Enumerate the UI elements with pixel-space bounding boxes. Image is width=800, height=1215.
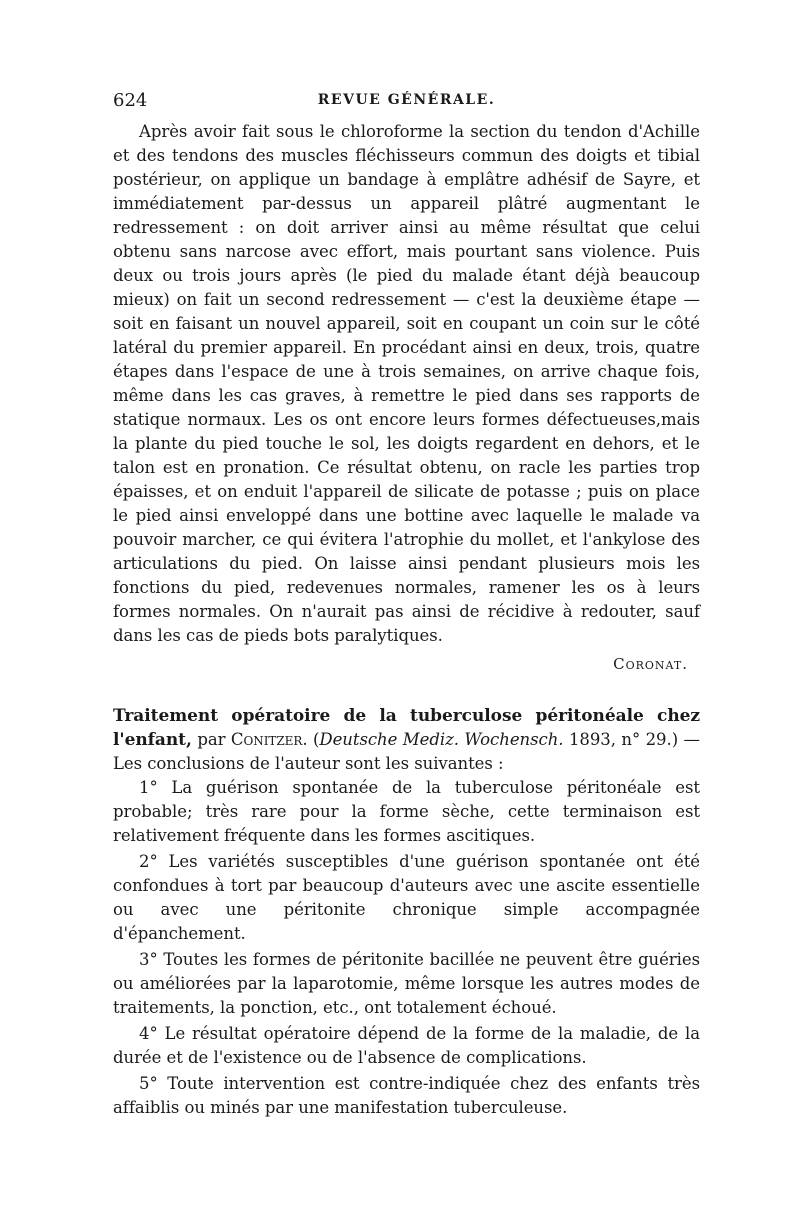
article-author: Conitzer. [230, 730, 308, 749]
article-title: Traitement opératoire de la tuberculose péritonéale chez l'enfant, [113, 706, 700, 750]
page [113, 90, 700, 1122]
conclusion-item: 5° Toute intervention est contre-indiquée chez des enfants très affaiblis ou minés par une manifestation tuberculeuse. [113, 1074, 700, 1117]
section-gap [113, 676, 700, 704]
journal-name: Deutsche Mediz. Wochensch. [319, 730, 564, 749]
conclusion-item: 2° Les variétés susceptibles d'une guérison spontanée ont été confondues à tort par beaucoup d'auteurs avec une ascite essentielle ou avec une péritonite chronique simple accompagnée d'épanchement. [113, 852, 700, 943]
conclusion-item: 1° La guérison spontanée de la tuberculose péritonéale est probable; très rare pour la forme sèche, cette terminaison est relativement fréquente dans les formes ascitiques. [113, 778, 700, 845]
running-title: REVUE GÉNÉRALE. [317, 92, 496, 108]
by-word: par [197, 730, 226, 749]
running-head [113, 90, 700, 120]
citation-rest: 1893, n° 29.) — Les conclusions de l'auteur sont les suivantes : [113, 730, 700, 773]
citation-open: ( [313, 730, 320, 749]
conclusion-item: 3° Toutes les formes de péritonite bacillée ne peuvent être guéries ou améliorées par la laparotomie, même lorsque les autres modes de traitements, la ponction, etc., ont totalement échoué. [113, 950, 700, 1017]
article-heading [113, 704, 700, 776]
body-paragraph: Après avoir fait sous le chloroforme la section du tendon d'Achille et des tendons des muscles fléchisseurs commun des doigts et tibial postérieur, on applique un bandage à emplâtre adhésif de Sayre, et immédiatement par-dessus un appareil plâtré augmentant le redressement : on doit arriver ainsi au même résultat que celui obtenu sans narcose avec effort, mais pourtant sans violence. Puis deux ou trois jours après (le pied du malade étant déjà beaucoup mieux) on fait un second redressement — c'est la deuxième étape — soit en faisant un nouvel appareil, soit en coupant un coin sur le côté latéral du premier appareil. En procédant ainsi en deux, trois, quatre étapes dans l'espace de une à trois semaines, on arrive chaque fois, même dans les cas graves, à remettre le pied dans ses rapports de statique normaux. Les os ont encore leurs formes défectueuses,mais la plante du pied touche le sol, les doigts regardent en dehors, et le talon est en pronation. Ce résultat obtenu, on racle les parties trop épaisses, et on enduit l'appareil de silicate de potasse ; puis on place le pied ainsi enveloppé dans une bottine avec laquelle le malade va pouvoir marcher, ce qui évitera l'atrophie du mollet, et l'ankylose des articulations du pied. On laisse ainsi pendant plusieurs mois les fonctions du pied, redevenues normales, ramener les os à leurs formes normales. On n'aurait pas ainsi de récidive à redouter, sauf dans les cas de pieds bots paralytiques. [113, 122, 700, 645]
page-number: 624 [113, 90, 148, 111]
conclusion-item: 4° Le résultat opératoire dépend de la forme de la maladie, de la durée et de l'existence ou de l'absence de complications. [113, 1024, 700, 1067]
author-signature: Coronat. [613, 655, 688, 673]
